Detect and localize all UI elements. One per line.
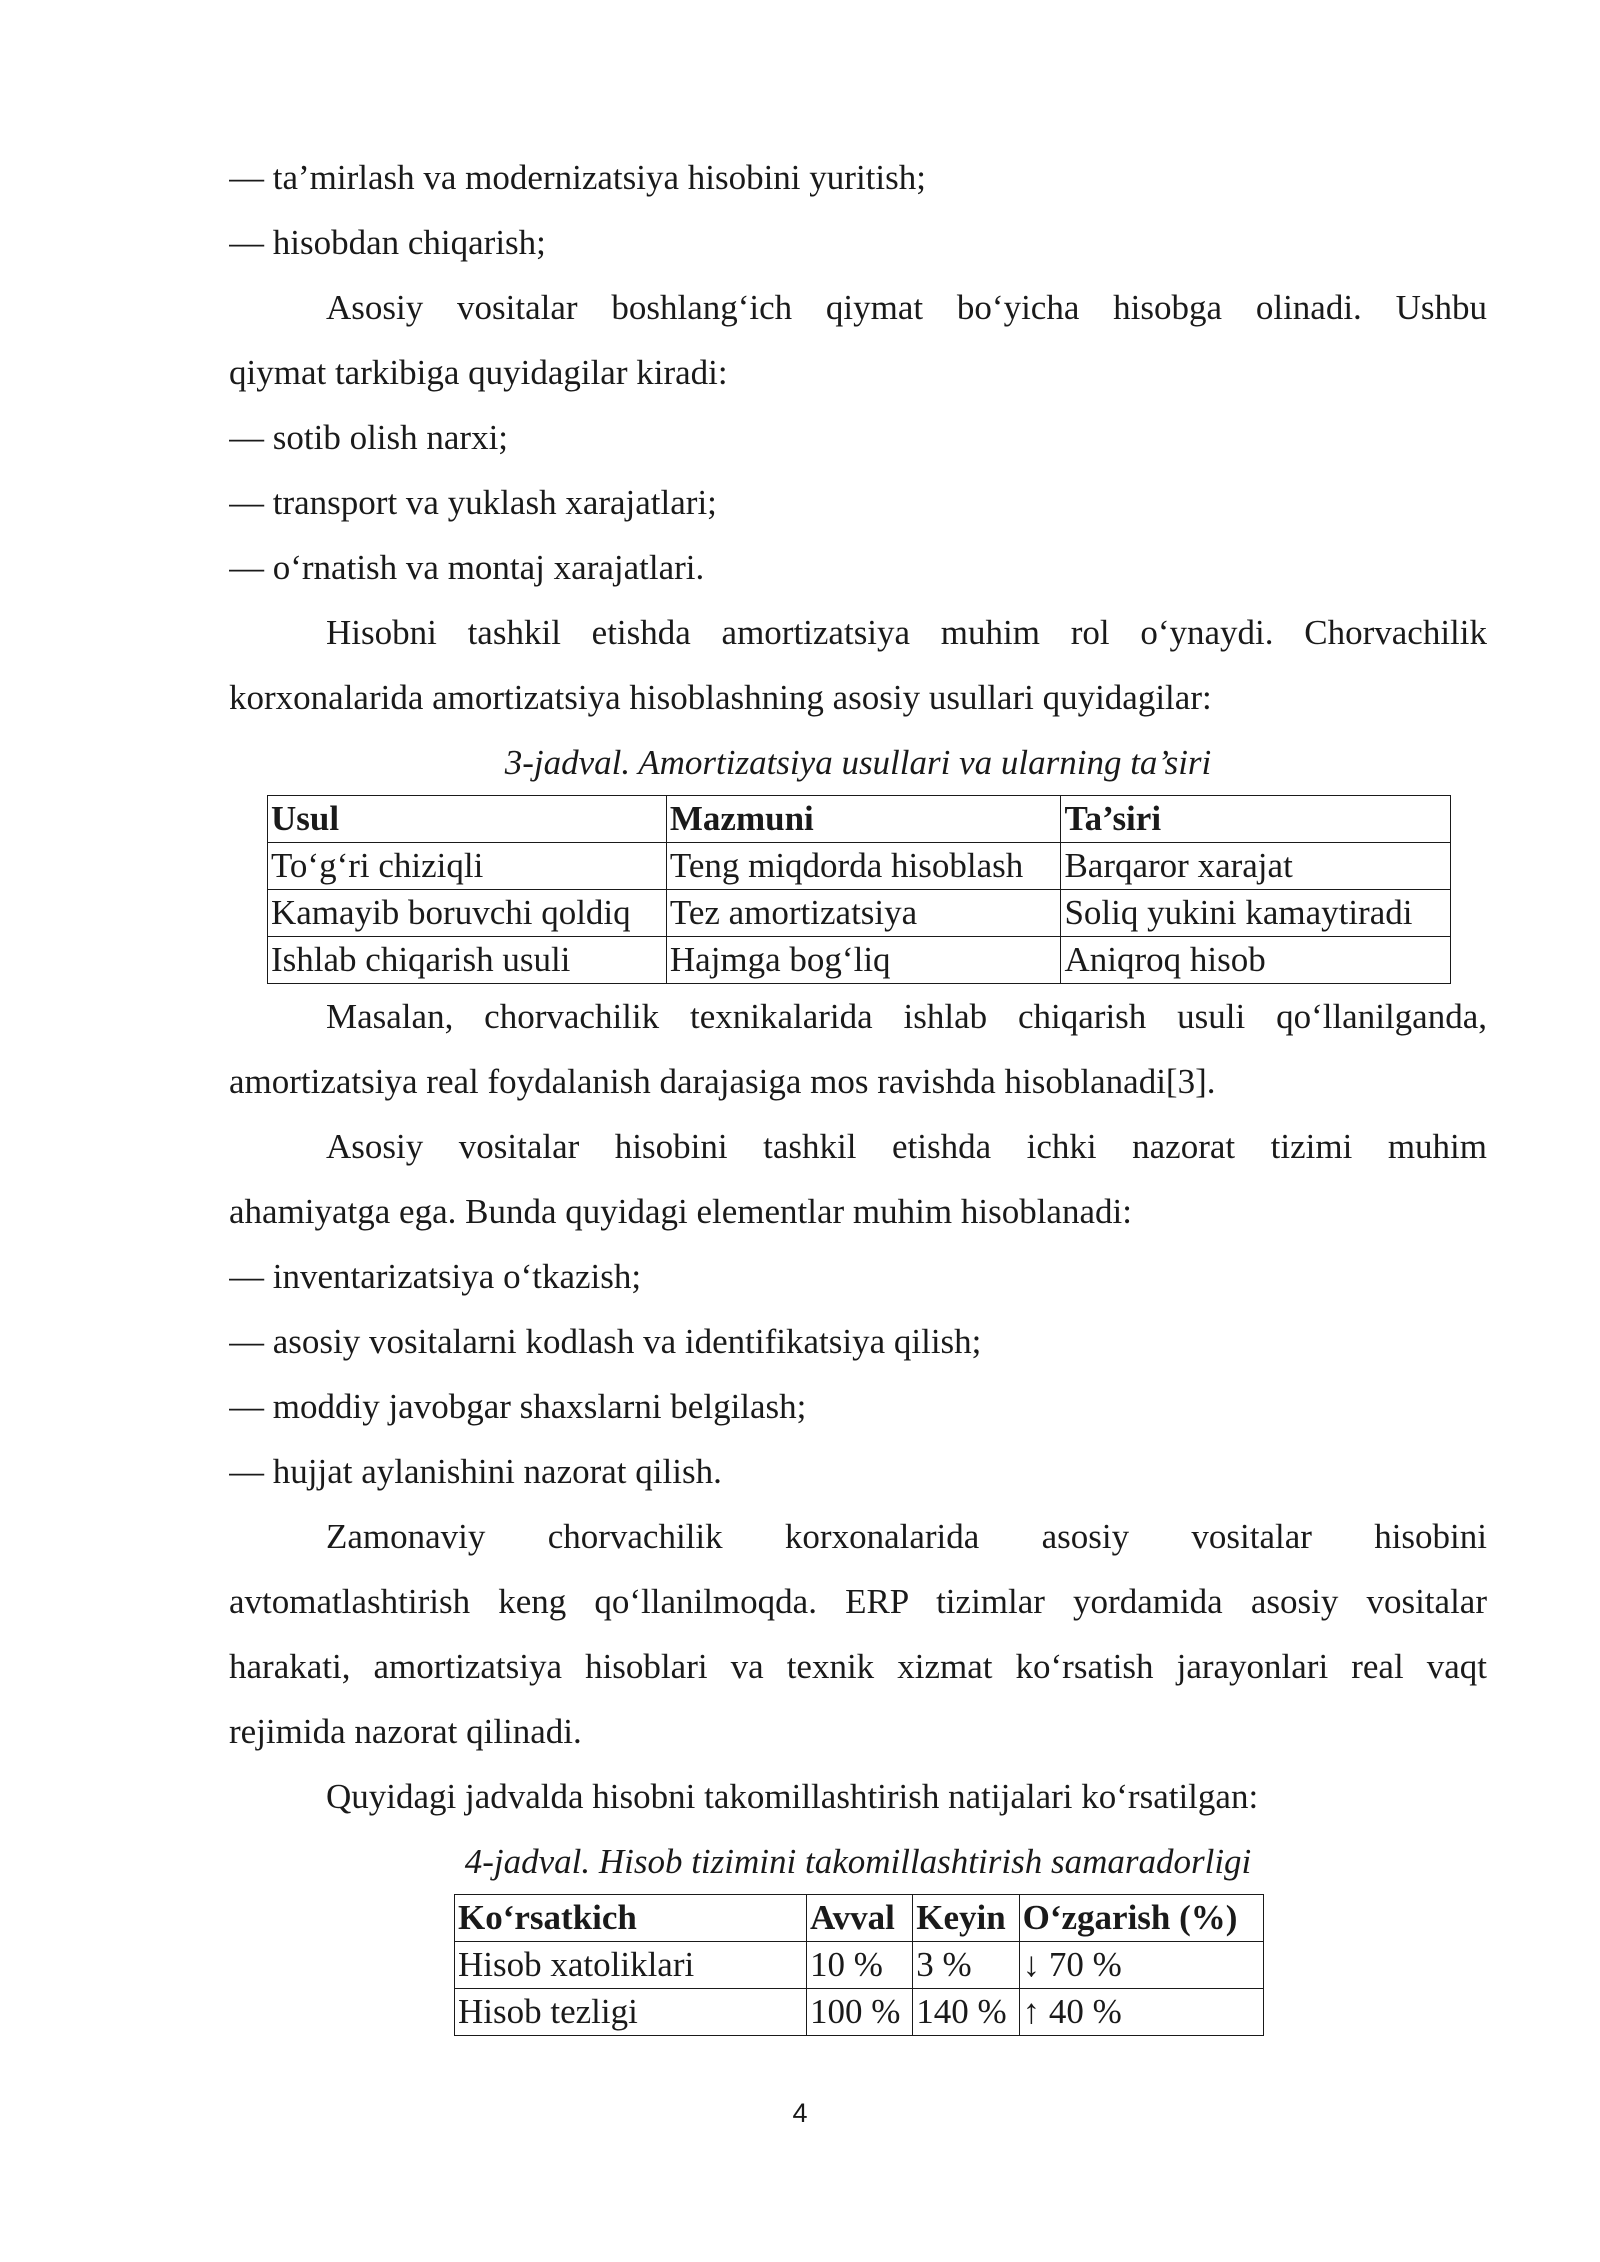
efficiency-table: [454, 1894, 1264, 2036]
table-cell: 10 %: [806, 1942, 912, 1989]
paragraph-line: amortizatsiya real foydalanish darajasiga mos ravishda hisoblanadi[3].: [229, 1062, 1216, 1101]
table-caption: 4-jadval. Hisob tizimini takomillashtirish samaradorligi: [464, 1842, 1252, 1881]
table-row: [455, 1942, 1264, 1989]
table-cell: Ishlab chiqarish usuli: [268, 937, 667, 984]
table-header-cell: Ko‘rsatkich: [455, 1895, 807, 1942]
page-body: [229, 145, 1487, 2036]
table-cell: To‘g‘ri chiziqli: [268, 843, 667, 890]
table-cell: Kamayib boruvchi qoldiq: [268, 890, 667, 937]
table-cell: 3 %: [913, 1942, 1019, 1989]
list-item: — transport va yuklash xarajatlari;: [229, 483, 717, 522]
amortization-methods-table: [267, 795, 1451, 984]
table-row: [268, 843, 1451, 890]
table-cell: Hajmga bog‘liq: [666, 937, 1061, 984]
table-cell: 100 %: [806, 1989, 912, 2036]
table-cell: ↑ 40 %: [1019, 1989, 1263, 2036]
table-cell: Barqaror xarajat: [1061, 843, 1451, 890]
table-header-cell: Ta’siri: [1061, 796, 1451, 843]
table-header-row: [268, 796, 1451, 843]
paragraph-line: korxonalarida amortizatsiya hisoblashning asosiy usullari quyidagilar:: [229, 678, 1212, 717]
paragraph-line: qiymat tarkibiga quyidagilar kiradi:: [229, 353, 728, 392]
list-item: — moddiy javobgar shaxslarni belgilash;: [229, 1387, 807, 1426]
paragraph-line: Asosiy vositalar hisobini tashkil etishda ichki nazorat tizimi muhim: [326, 1127, 1487, 1166]
table-header-row: [455, 1895, 1264, 1942]
table-header-cell: O‘zgarish (%): [1019, 1895, 1263, 1942]
table-cell: Hisob xatoliklari: [455, 1942, 807, 1989]
paragraph-line: Quyidagi jadvalda hisobni takomillashtirish natijalari ko‘rsatilgan:: [326, 1777, 1259, 1816]
table-cell: Teng miqdorda hisoblash: [666, 843, 1061, 890]
table-cell: Hisob tezligi: [455, 1989, 807, 2036]
table-cell: Aniqroq hisob: [1061, 937, 1451, 984]
list-item: — hujjat aylanishini nazorat qilish.: [229, 1452, 722, 1491]
paragraph-line: avtomatlashtirish keng qo‘llanilmoqda. ERP tizimlar yordamida asosiy vositalar: [229, 1582, 1487, 1621]
table-header-cell: Usul: [268, 796, 667, 843]
table-header-cell: Mazmuni: [666, 796, 1061, 843]
table-cell: Soliq yukini kamaytiradi: [1061, 890, 1451, 937]
paragraph-line: rejimida nazorat qilinadi.: [229, 1712, 582, 1751]
paragraph-line: Masalan, chorvachilik texnikalarida ishlab chiqarish usuli qo‘llanilganda,: [326, 997, 1487, 1036]
table-caption: 3-jadval. Amortizatsiya usullari va ularning ta’siri: [504, 743, 1212, 782]
table-cell: 140 %: [913, 1989, 1019, 2036]
paragraph-line: Hisobni tashkil etishda amortizatsiya muhim rol o‘ynaydi. Chorvachilik: [326, 613, 1487, 652]
list-item: — asosiy vositalarni kodlash va identifikatsiya qilish;: [229, 1322, 982, 1361]
paragraph-line: harakati, amortizatsiya hisoblari va texnik xizmat ko‘rsatish jarayonlari real vaqt: [229, 1647, 1487, 1686]
list-item: — inventarizatsiya o‘tkazish;: [229, 1257, 642, 1296]
paragraph-line: Zamonaviy chorvachilik korxonalarida asosiy vositalar hisobini: [326, 1517, 1487, 1556]
page-number: 4: [792, 2098, 808, 2128]
table-row: [455, 1989, 1264, 2036]
table-header-cell: Keyin: [913, 1895, 1019, 1942]
table-header-cell: Avval: [806, 1895, 912, 1942]
table-row: [268, 890, 1451, 937]
table-cell: Tez amortizatsiya: [666, 890, 1061, 937]
paragraph-line: Asosiy vositalar boshlang‘ich qiymat bo‘yicha hisobga olinadi. Ushbu: [326, 288, 1487, 327]
table-cell: ↓ 70 %: [1019, 1942, 1263, 1989]
list-item: — hisobdan chiqarish;: [229, 223, 546, 262]
list-item: — ta’mirlash va modernizatsiya hisobini yuritish;: [229, 158, 926, 197]
list-item: — o‘rnatish va montaj xarajatlari.: [229, 548, 705, 587]
table-row: [268, 937, 1451, 984]
paragraph-line: ahamiyatga ega. Bunda quyidagi elementlar muhim hisoblanadi:: [229, 1192, 1132, 1231]
list-item: — sotib olish narxi;: [229, 418, 509, 457]
